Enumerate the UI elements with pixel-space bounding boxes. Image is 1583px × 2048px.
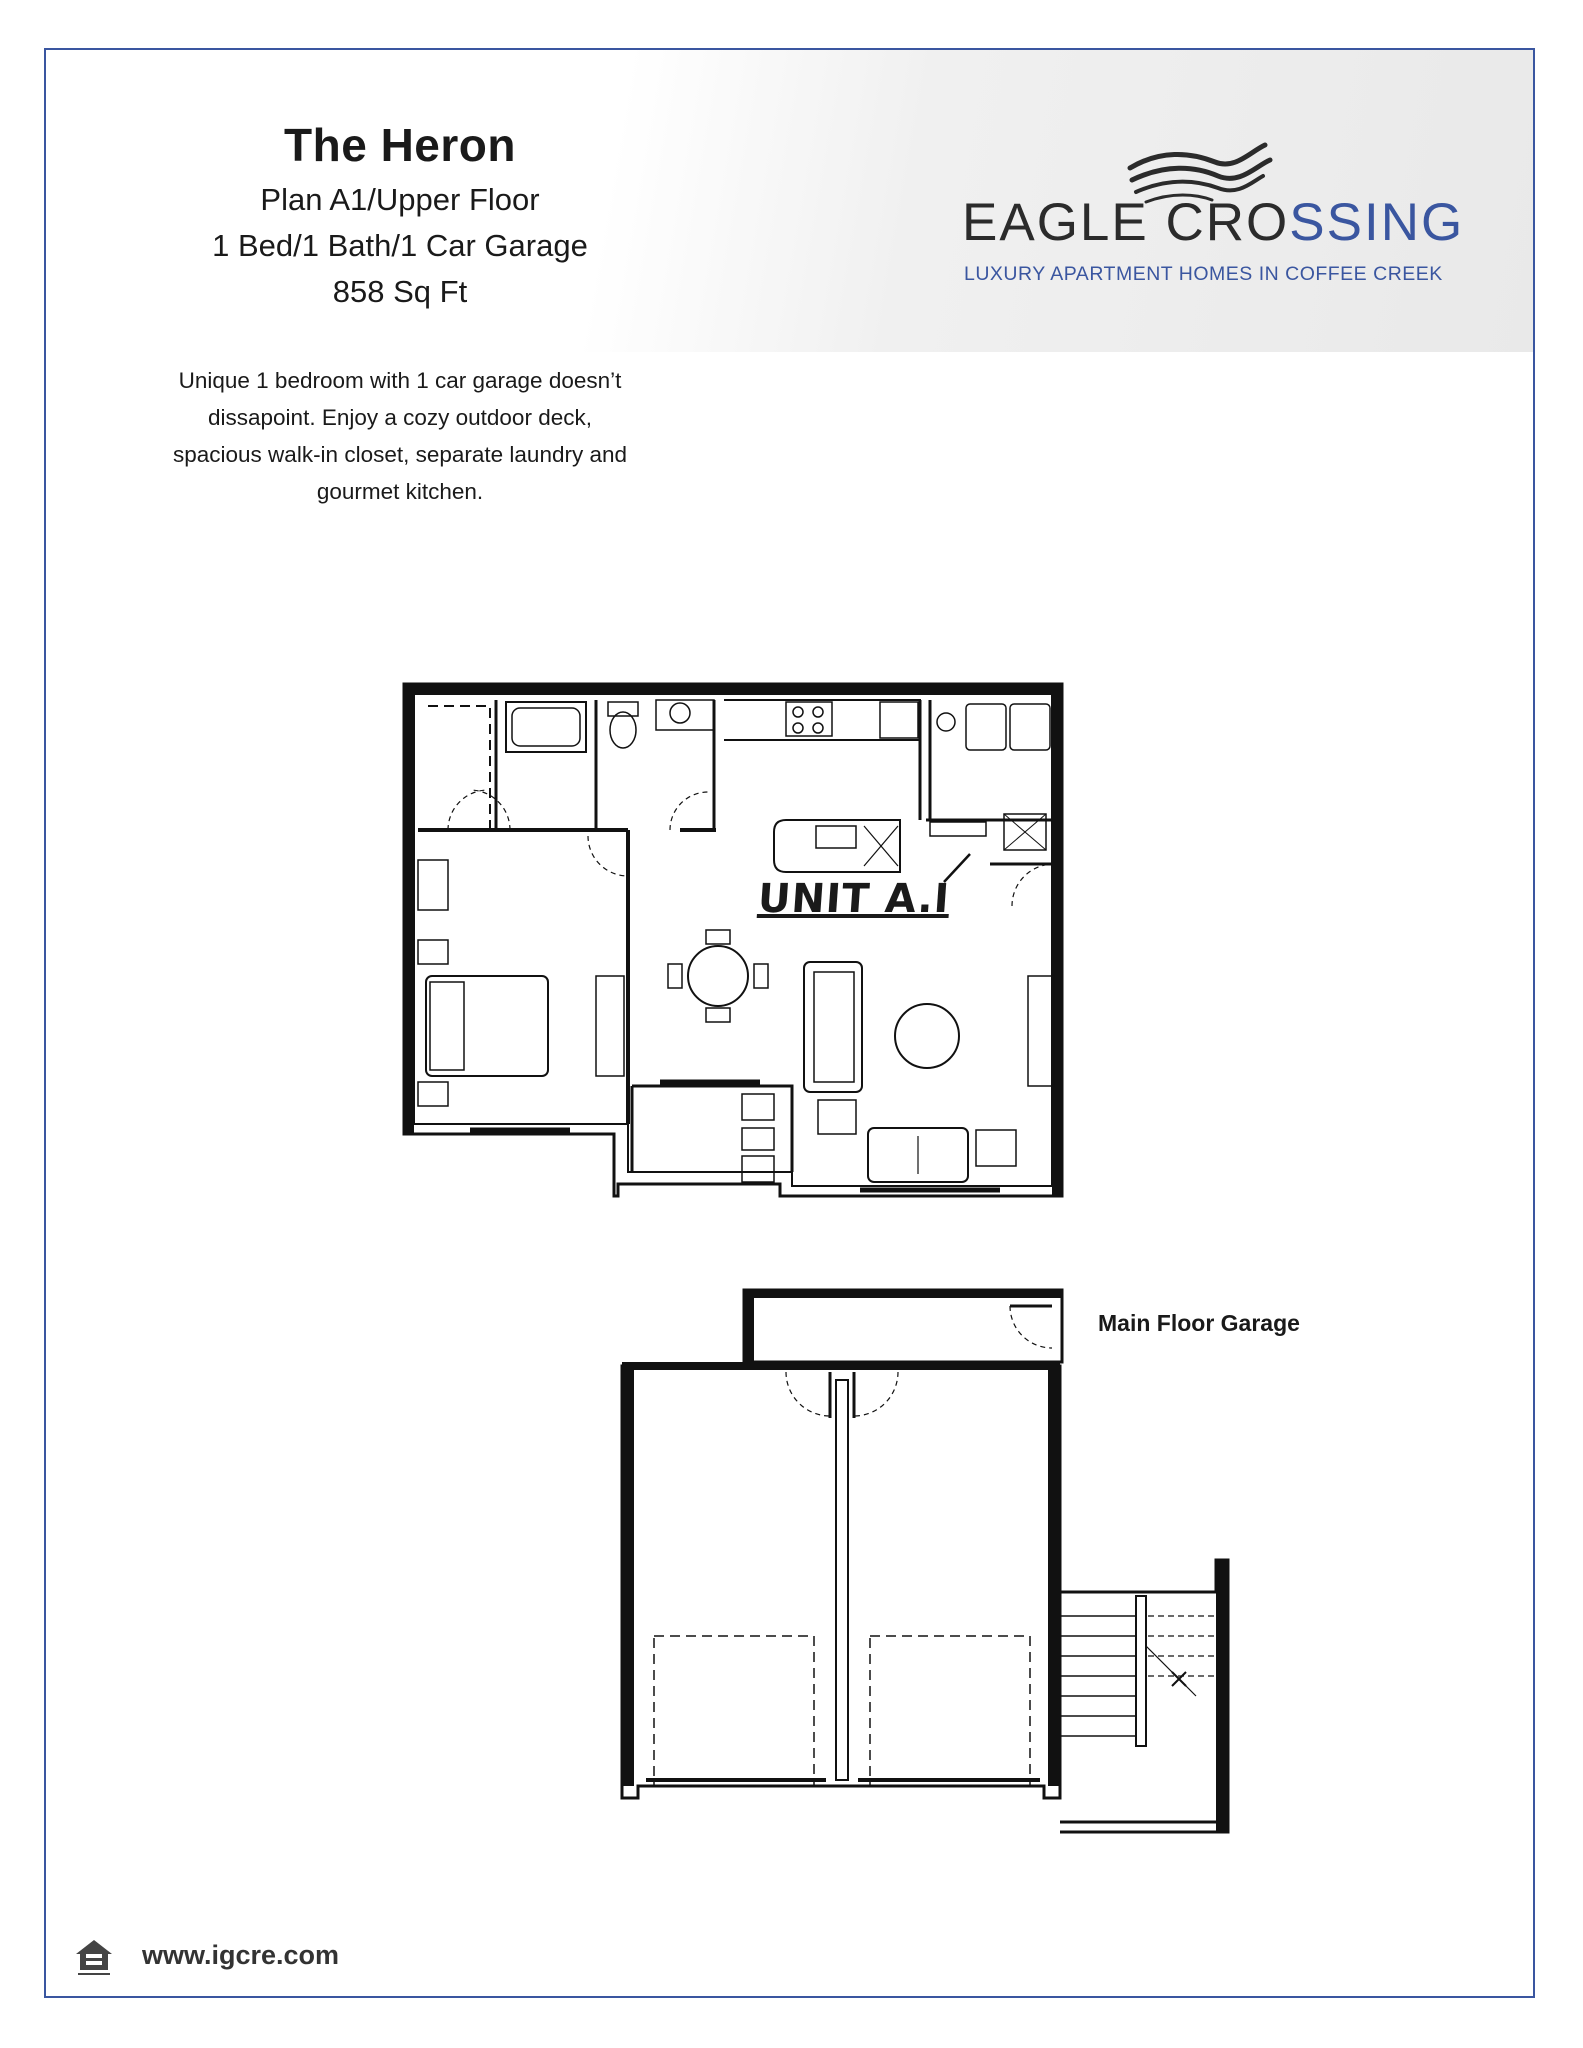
- unit-inner-wall: [414, 694, 1052, 1186]
- plan-name: Plan A1/Upper Floor: [260, 182, 540, 217]
- website-url: www.igcre.com: [142, 1940, 340, 1970]
- brand-name-blue: SSING: [1289, 193, 1465, 252]
- equal-housing-icon: [72, 1934, 116, 1978]
- garage-label: Main Floor Garage: [1098, 1310, 1300, 1336]
- square-footage: 858 Sq Ft: [332, 274, 468, 309]
- plan-description: Unique 1 bedroom with 1 car garage doesn’t dissapoint. Enjoy a cozy outdoor deck, spacious walk-in closet, separate laundry and gourmet kitchen.: [173, 368, 627, 504]
- bed-bath-garage: 1 Bed/1 Bath/1 Car Garage: [212, 228, 588, 263]
- unit-outer-wall: [404, 684, 1062, 1196]
- garage-storage-wall: [744, 1290, 1062, 1362]
- brand-tagline: LUXURY APARTMENT HOMES IN COFFEE CREEK: [964, 263, 1443, 285]
- plan-title: The Heron: [284, 119, 516, 171]
- brand-name-dark: EAGLE CRO: [962, 193, 1290, 252]
- unit-label: UNIT A.I: [756, 876, 952, 922]
